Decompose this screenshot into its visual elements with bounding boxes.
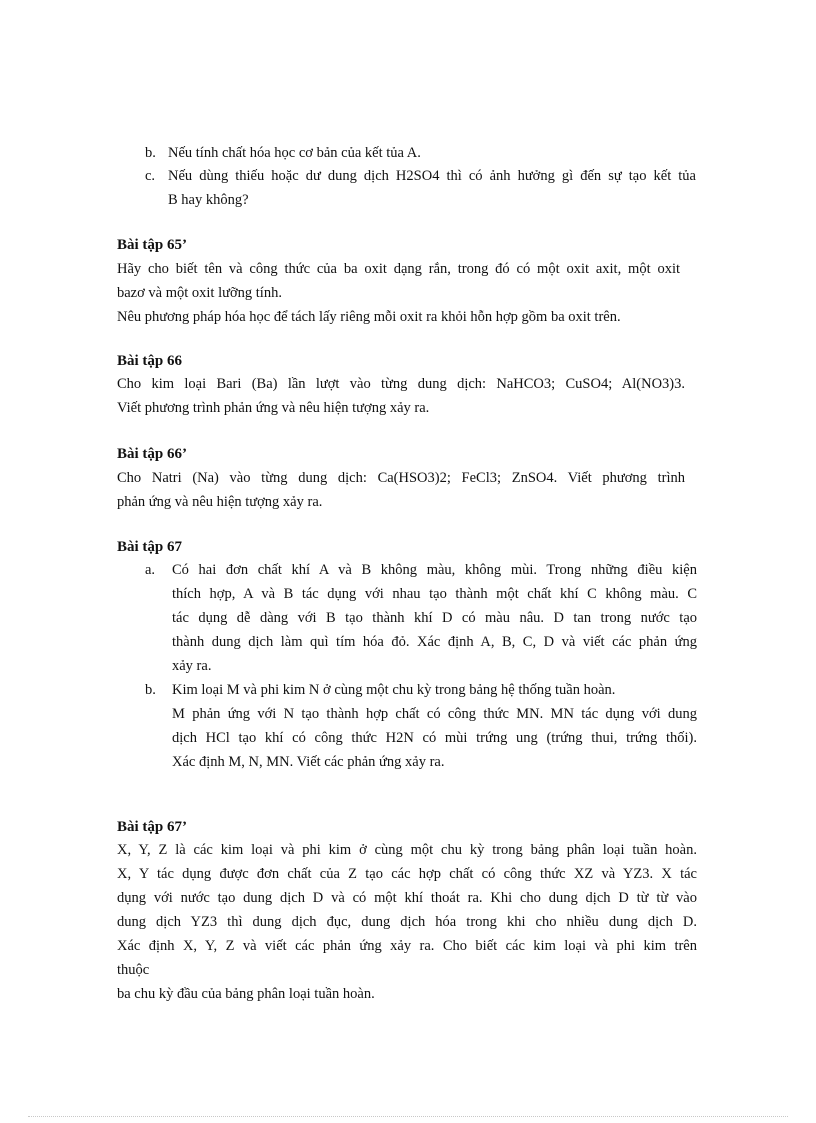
exercise-line: Viết phương trình phản ứng và nêu hiện tượng xảy ra. [117, 400, 430, 416]
exercise-line: Có hai đơn chất khí A và B không màu, không mùi. Trong những điều kiện [172, 562, 697, 578]
exercise-line: xảy ra. [172, 658, 212, 674]
exercise-line: M phản ứng với N tạo thành hợp chất có công thức MN. MN tác dụng với dung [172, 706, 697, 722]
question-text: B hay không? [168, 192, 249, 208]
exercise-line: thuộc [117, 962, 150, 978]
exercise-line: thích hợp, A và B tác dụng với nhau tạo thành một chất khí C không màu. C [172, 586, 697, 602]
exercise-title: Bài tập 67 [117, 539, 183, 555]
exercise-line: dụng với nước tạo dung dịch D và có một khí thoát ra. Khi cho dung dịch D từ từ vào [117, 890, 697, 906]
exercise-line: Xác định M, N, MN. Viết các phản ứng xảy ra. [172, 754, 445, 770]
exercise-line: Cho Natri (Na) vào từng dung dịch: Ca(HSO3)2; FeCl3; ZnSO4. Viết phương trình [117, 470, 685, 486]
exercise-title: Bài tập 66 [117, 353, 183, 369]
question-text: Nếu tính chất hóa học cơ bản của kết tủa A. [168, 145, 421, 161]
exercise-title: Bài tập 66’ [117, 446, 188, 462]
exercise-line: Nêu phương pháp hóa học để tách lấy riêng mỗi oxit ra khỏi hỗn hợp gồm ba oxit trên. [117, 309, 621, 325]
exercise-line: Hãy cho biết tên và công thức của ba oxit dạng rắn, trong đó có một oxit axit, một oxit [117, 261, 680, 277]
exercise-title: Bài tập 67’ [117, 819, 188, 835]
exercise-line: phản ứng và nêu hiện tượng xảy ra. [117, 494, 323, 510]
exercise-line: ba chu kỳ đầu của bảng phân loại tuần hoàn. [117, 986, 375, 1002]
exercise-line: bazơ và một oxit lưỡng tính. [117, 285, 282, 301]
exercise-title: Bài tập 65’ [117, 237, 188, 253]
list-marker: b. [145, 682, 156, 698]
exercise-line: X, Y tác dụng được đơn chất của Z tạo các hợp chất có công thức XZ và YZ3. X tác [117, 866, 697, 882]
list-marker: c. [145, 168, 156, 184]
list-marker: b. [145, 145, 156, 161]
question-text: Nếu dùng thiếu hoặc dư dung dịch H2SO4 thì có ảnh hưởng gì đến sự tạo kết tủa [168, 168, 696, 184]
page-bottom-divider [28, 1116, 788, 1117]
exercise-line: thành dung dịch làm quì tím hóa đỏ. Xác định A, B, C, D và viết các phản ứng [172, 634, 697, 650]
exercise-line: tác dụng dễ dàng với B tạo thành khí D có màu nâu. D tan trong nước tạo [172, 610, 697, 626]
exercise-line: dung dịch YZ3 thì dung dịch đục, dung dịch hóa trong khi cho nhiều dung dịch D. [117, 914, 697, 930]
exercise-line: Xác định X, Y, Z và viết các phản ứng xảy ra. Cho biết các kim loại và phi kim trên [117, 938, 697, 954]
exercise-line: X, Y, Z là các kim loại và phi kim ở cùng một chu kỳ trong bảng phân loại tuần hoàn. [117, 842, 697, 858]
exercise-line: dịch HCl tạo khí có công thức H2N có mùi trứng ung (trứng thui, trứng thối). [172, 730, 697, 746]
exercise-line: Kim loại M và phi kim N ở cùng một chu kỳ trong bảng hệ thống tuần hoàn. [172, 682, 616, 698]
list-marker: a. [145, 562, 156, 578]
exercise-line: Cho kim loại Bari (Ba) lần lượt vào từng dung dịch: NaHCO3; CuSO4; Al(NO3)3. [117, 376, 685, 392]
